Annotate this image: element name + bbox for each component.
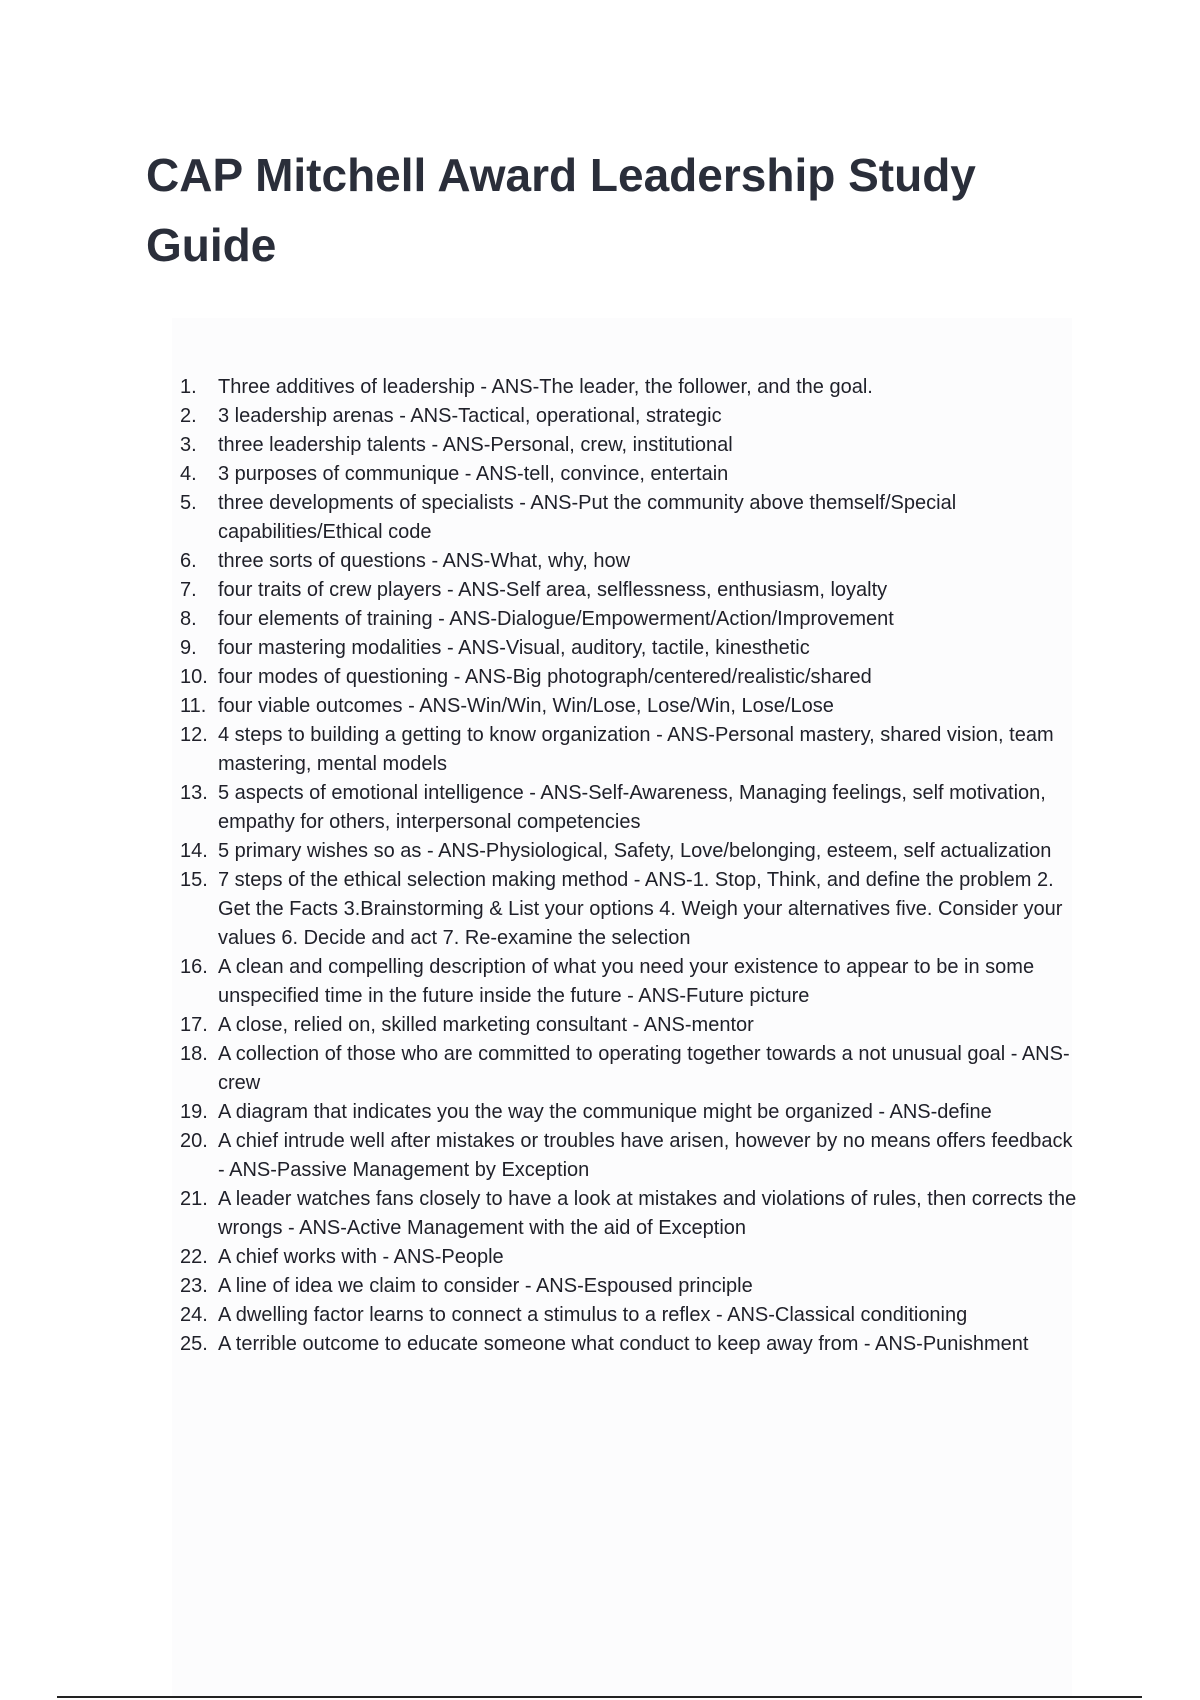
list-item xyxy=(180,1127,1080,1185)
list-item xyxy=(180,953,1080,1011)
list-item-number: 15. xyxy=(180,869,208,891)
list-item-text: 3 leadership arenas - ANS-Tactical, operational, strategic xyxy=(218,405,722,427)
list-item-text: four modes of questioning - ANS-Big photograph/centered/realistic/shared xyxy=(218,666,872,688)
list-item xyxy=(180,1040,1080,1098)
list-item xyxy=(180,373,1080,402)
list-item xyxy=(180,1098,1080,1127)
list-item xyxy=(180,634,1080,663)
list-item-number: 14. xyxy=(180,840,208,862)
list-item-text: A terrible outcome to educate someone what conduct to keep away from - ANS-Punishment xyxy=(218,1333,1029,1355)
list-item-text: A collection of those who are committed to operating together towards a not unusual goal - ANS-crew xyxy=(218,1043,1070,1094)
list-item-text: 3 purposes of communique - ANS-tell, convince, entertain xyxy=(218,463,729,485)
list-item-number: 9. xyxy=(180,637,197,659)
list-item xyxy=(180,431,1080,460)
list-item-text: A chief intrude well after mistakes or troubles have arisen, however by no means offers feedback - ANS-Passive Management by Exception xyxy=(218,1130,1073,1181)
list-item-text: 5 aspects of emotional intelligence - ANS-Self-Awareness, Managing feelings, self motivation, empathy for others, interpersonal competencies xyxy=(218,782,1046,833)
list-item-number: 20. xyxy=(180,1130,208,1152)
list-item xyxy=(180,663,1080,692)
list-item xyxy=(180,605,1080,634)
list-item xyxy=(180,1301,1080,1330)
list-item-number: 12. xyxy=(180,724,208,746)
list-item-text: three sorts of questions - ANS-What, why, how xyxy=(218,550,631,572)
list-item xyxy=(180,460,1080,489)
list-item xyxy=(180,1330,1080,1359)
list-item xyxy=(180,1011,1080,1040)
list-item xyxy=(180,721,1080,779)
list-item xyxy=(180,837,1080,866)
list-item-number: 5. xyxy=(180,492,197,514)
list-item-number: 16. xyxy=(180,956,208,978)
list-item-number: 22. xyxy=(180,1246,208,1268)
list-item-text: four mastering modalities - ANS-Visual, auditory, tactile, kinesthetic xyxy=(218,637,810,659)
list-item-number: 18. xyxy=(180,1043,208,1065)
list-item-text: A leader watches fans closely to have a look at mistakes and violations of rules, then corrects the wrongs - ANS-Active Management with the aid of Exception xyxy=(218,1188,1077,1239)
list-item-number: 19. xyxy=(180,1101,208,1123)
list-item-text: Three additives of leadership - ANS-The leader, the follower, and the goal. xyxy=(218,376,873,398)
list-item xyxy=(180,692,1080,721)
list-item-text: four traits of crew players - ANS-Self area, selflessness, enthusiasm, loyalty xyxy=(218,579,888,601)
list-item-text: A chief works with - ANS-People xyxy=(218,1246,504,1268)
list-item-text: four viable outcomes - ANS-Win/Win, Win/Lose, Lose/Win, Lose/Lose xyxy=(218,695,834,717)
list-item-text: A dwelling factor learns to connect a stimulus to a reflex - ANS-Classical conditioning xyxy=(218,1304,968,1326)
list-item-number: 1. xyxy=(180,376,197,398)
list-item xyxy=(180,402,1080,431)
list-item-number: 6. xyxy=(180,550,197,572)
list-item xyxy=(180,866,1080,953)
list-item-text: A diagram that indicates you the way the communique might be organized - ANS-define xyxy=(218,1101,992,1123)
list-item-number: 23. xyxy=(180,1275,208,1297)
list-item xyxy=(180,547,1080,576)
list-item xyxy=(180,779,1080,837)
list-item xyxy=(180,1272,1080,1301)
list-item xyxy=(180,489,1080,547)
list-item-text: A close, relied on, skilled marketing consultant - ANS-mentor xyxy=(218,1014,754,1036)
list-item-number: 4. xyxy=(180,463,197,485)
list-item-number: 7. xyxy=(180,579,197,601)
list-item-text: 5 primary wishes so as - ANS-Physiological, Safety, Love/belonging, esteem, self actualization xyxy=(218,840,1052,862)
list-item xyxy=(180,1185,1080,1243)
list-item-number: 21. xyxy=(180,1188,208,1210)
list-item-number: 10. xyxy=(180,666,208,688)
list-item-text: A clean and compelling description of what you need your existence to appear to be in some unspecified time in the future inside the future - ANS-Future picture xyxy=(218,956,1035,1007)
list-item-text: 4 steps to building a getting to know organization - ANS-Personal mastery, shared vision, team mastering, mental models xyxy=(218,724,1054,775)
list-item-text: three leadership talents - ANS-Personal, crew, institutional xyxy=(218,434,733,456)
list-item-number: 17. xyxy=(180,1014,208,1036)
list-item-number: 25. xyxy=(180,1333,208,1355)
page-bottom-divider xyxy=(57,1696,1142,1698)
list-item-number: 11. xyxy=(180,695,207,717)
list-item-number: 3. xyxy=(180,434,197,456)
list-item-number: 13. xyxy=(180,782,208,804)
question-answer-list xyxy=(180,373,1080,1359)
list-item xyxy=(180,576,1080,605)
list-item-text: A line of idea we claim to consider - ANS-Espoused principle xyxy=(218,1275,753,1297)
list-item-text: 7 steps of the ethical selection making method - ANS-1. Stop, Think, and define the problem 2. Get the Facts 3.Brainstorming & List your options 4. Weigh your alternatives five. Consider your values 6. Decide and act 7. Re-examine the selection xyxy=(218,869,1063,949)
list-item xyxy=(180,1243,1080,1272)
list-item-number: 24. xyxy=(180,1304,208,1326)
list-item-number: 8. xyxy=(180,608,197,630)
list-item-text: three developments of specialists - ANS-Put the community above themself/Special capabilities/Ethical code xyxy=(218,492,957,543)
page-title: CAP Mitchell Award Leadership Study Guide xyxy=(146,149,976,271)
list-item-text: four elements of training - ANS-Dialogue/Empowerment/Action/Improvement xyxy=(218,608,894,630)
list-item-number: 2. xyxy=(180,405,197,427)
